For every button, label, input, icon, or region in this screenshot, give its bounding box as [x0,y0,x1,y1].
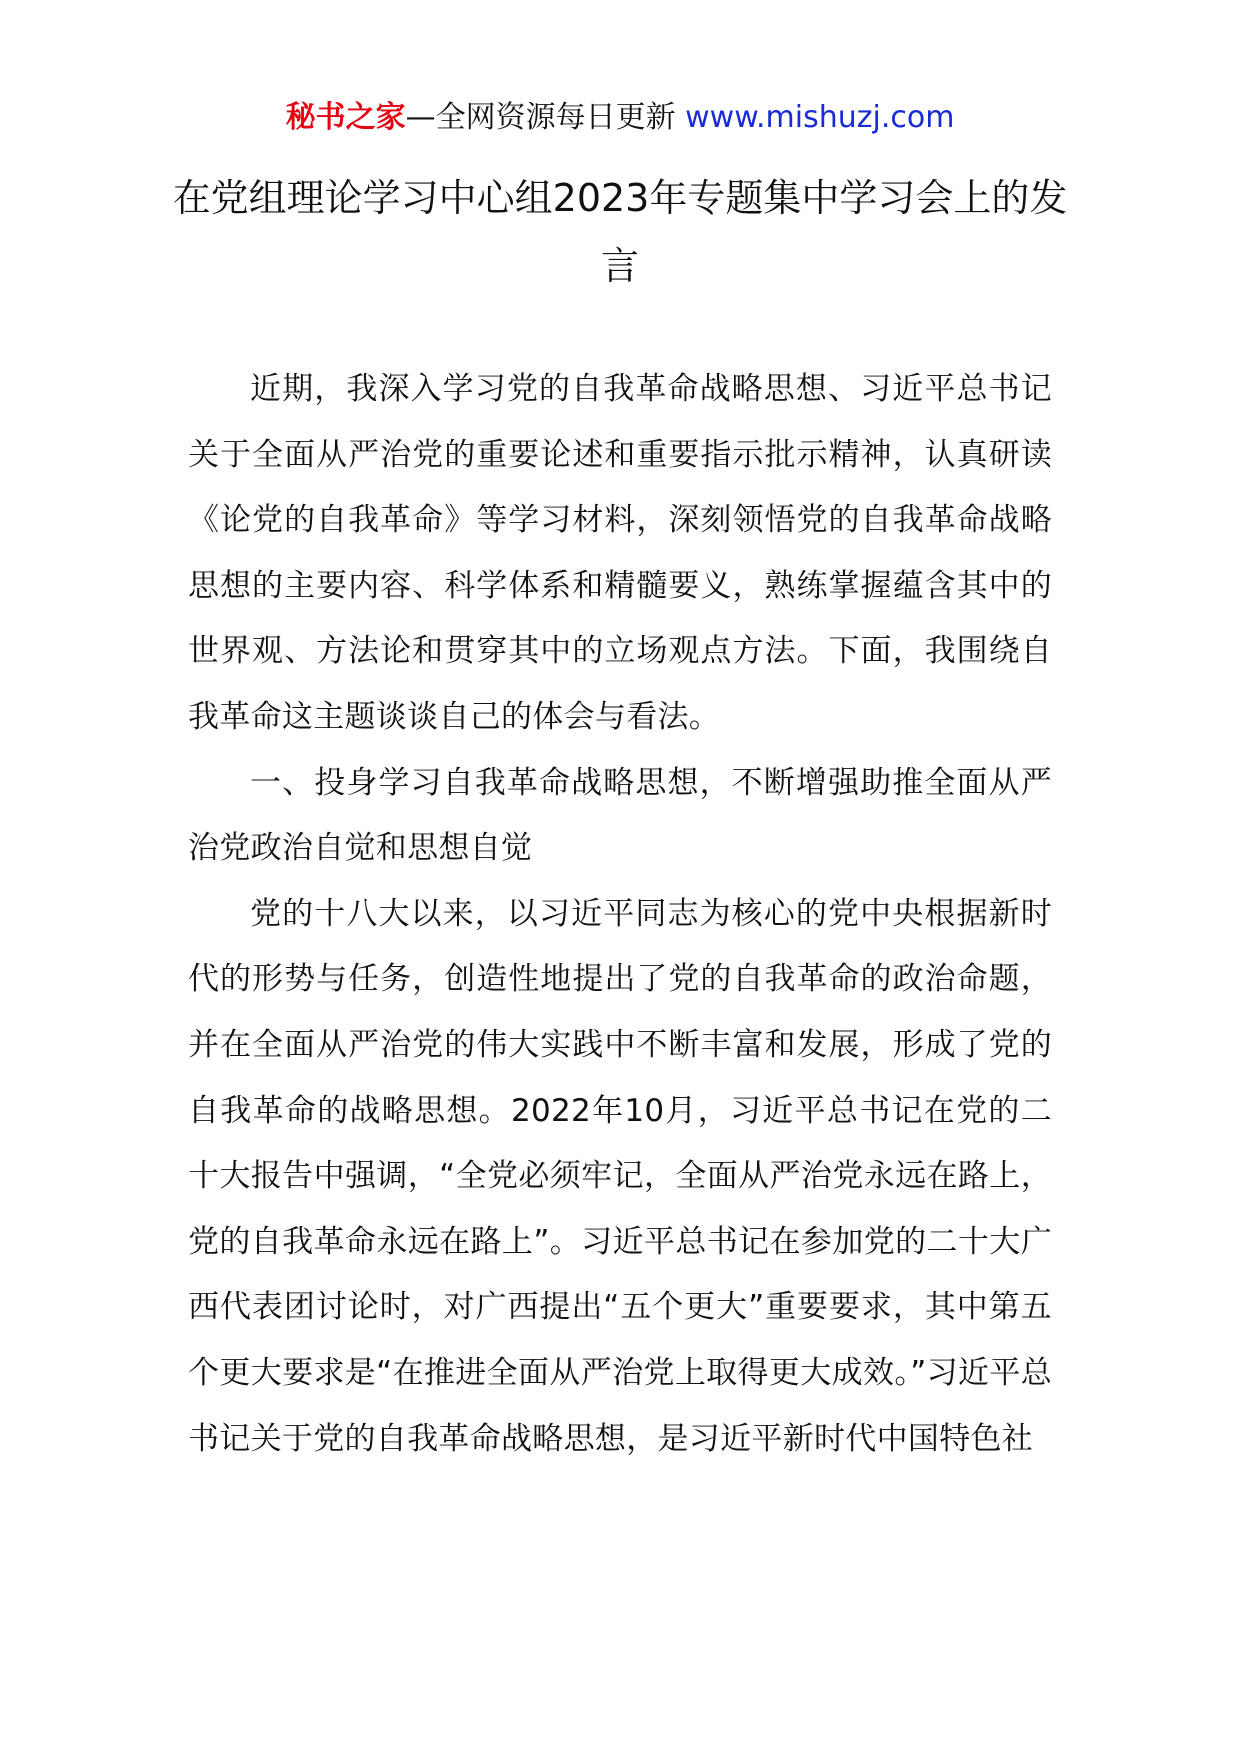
site-header [0,98,1240,138]
site-tagline: —全网资源每日更新 [405,100,686,135]
body-paragraph: 党的十八大以来，以习近平同志为核心的党中央根据新时代的形势与任务，创造性地提出了党的自我革命的政治命题，并在全面从严治党的伟大实践中不断丰富和发展，形成了党的自我革命的战略思想。2022年10月，习近平总书记在党的二十大报告中强调，“全党必须牢记，全面从严治党永远在路上，党的自我革命永远在路上”。习近平总书记在参加党的二十大广西代表团讨论时，对广西提出“五个更大”重要要求，其中第五个更大要求是“在推进全面从严治党上取得更大成效。”习近平总书记关于党的自我革命战略思想，是习近平新时代中国特色社 [188,895,1052,1457]
intro-paragraph: 近期，我深入学习党的自我革命战略思想、习近平总书记关于全面从严治党的重要论述和重要指示批示精神，认真研读《论党的自我革命》等学习材料，深刻领悟党的自我革命战略思想的主要内容、科学体系和精髓要义，熟练掌握蕴含其中的世界观、方法论和贯穿其中的立场观点方法。下面，我围绕自我革命这主题谈谈自己的体会与看法。 [188,371,1052,735]
site-url-link[interactable]: www.mishuzj.com [685,100,955,135]
site-brand: 秘书之家 [285,100,406,135]
document-title: 在党组理论学习中心组2023年专题集中学习会上的发言 [172,176,1068,288]
document-body [188,357,1052,1472]
section-heading-one: 一、投身学习自我革命战略思想，不断增强助推全面从严治党政治自觉和思想自觉 [188,764,1052,867]
